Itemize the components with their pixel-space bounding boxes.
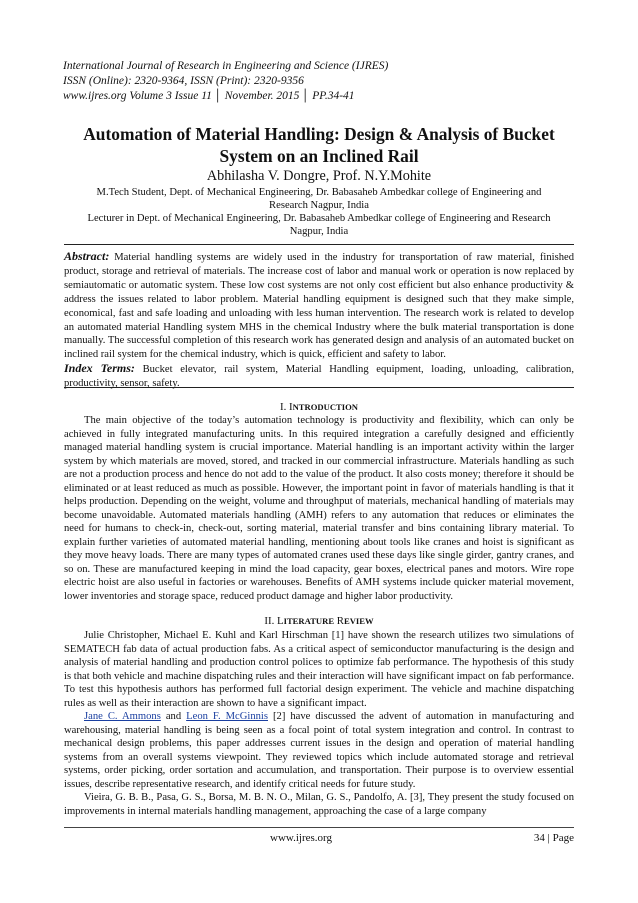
literature-paragraph-2 [64,710,574,791]
abstract-block [64,250,574,391]
index-terms-label: Index Terms: [64,361,135,376]
section-heading-introduction [64,401,574,413]
section-rest: NTRODUCTION [292,402,359,412]
section-rest: ITERATURE [283,616,335,626]
abstract [64,250,574,362]
page-number: 34 | Page [533,832,574,844]
section-heading-literature-review [64,615,574,627]
section-number: I. [279,401,287,413]
journal-name: International Journal of Research in Engineering and Science (IJRES) [63,60,389,72]
abstract-text: Material handling systems are widely used in the industry for transportation of raw material, finished product, storage and retrieval of materials. The increase cost of labor and manual work or operation is now replaced by semiautomatic or automatic system. These low cost systems are not only cost efficient but also enhance productivity & address the issues related to labor problem. Material handling equipment is designed such that they make simple, economical, fast and safe loading and unloading with less human intervention. The research work is related to develop an automated material Handling system MHS in the chemical Industry where the bulk material transportation is done manually. The successful completion of this research work has generated design and analysis of an automated bucket on inclined rail system for the chemical industry, which is quick, efficient and safety to labor. [64,252,574,361]
footer-url: www.ijres.org [270,832,333,844]
introduction-paragraph: The main objective of the today’s automation technology is productivity and flexibility, which can only be achieved in fully integrated manufacturing units. In this required integration a carefully designed and efficiently managed material handling system is crucial importance. Material handling is an important activity within the larger system by which materials are moved, stored, and tracked in our commercial infrastructure. Materials handling as such are not a production process and hence do not add to the value of the product. It also costs money; therefore it should be eliminated or at least reduced as much as possible. However, the important point in favor of materials handling is that it helps production. Depending on the weight, volume and throughput of materials, mechanical handling of materials may become unavoidable. Automated materials handling (AMH) refers to any automation that reduces or eliminates the need for humans to check-in, check-out, sorting material, material transfer and bins containing library material. To explain further varieties of automated material handling, mentioning about tools like cranes and hoist is significant as they move heavy loads. There are many types of automated cranes used these days like single girder, gantry cranes, and so on. These are manufactured keeping in mind the load capacity, gear boxes, electrical panes and motors. Wire rope electric hoist are also useful in factories or warehouses. Benefits of AMH systems include quicker material movement, lower inventories and storage space, reduced product damage and higher labor productivity. [64,415,574,602]
affiliation-2-line2: Nagpur, India [289,226,349,238]
journal-header [63,59,583,104]
abstract-label: Abstract: [64,249,110,263]
paper-authors: Abhilasha V. Dongre, Prof. N.Y.Mohite [206,168,432,184]
section-number: II. [264,615,275,627]
paper-title [40,124,598,167]
section-rest: EVIEW [343,616,374,626]
affiliation-2-line1: Lecturer in Dept. of Mechanical Engineering, Dr. Babasaheb Ambedkar college of Engineering and Research [87,213,551,224]
journal-issn: ISSN (Online): 2320-9364, ISSN (Print): 2320-9356 [63,75,304,87]
affiliation-1 [48,186,590,213]
affiliation-2 [48,212,590,239]
affiliation-1-line2: Research Nagpur, India [269,200,369,212]
literature-review-body [64,629,574,818]
divider-bottom [64,387,574,388]
author-link-mcginnis[interactable]: Leon F. McGinnis [186,711,268,722]
index-terms-text: Bucket elevator, rail system, Material Handling equipment, loading, unloading, calibration, productivity, sensor, safety. [64,364,574,390]
section-initial: L [277,615,284,627]
journal-volume: www.ijres.org Volume 3 Issue 11 │ November. 2015 │ PP.34-41 [63,90,355,102]
footer-divider [64,827,574,828]
author-link-ammons[interactable]: Jane C. Ammons [84,711,161,722]
introduction-body [64,414,574,603]
paragraph-text: [2] have discussed the advent of automation in manufacturing and warehousing, material handling is being seen as a focal point of total system integration and control. In contrast to mechanical design problems, this paper addresses current issues in the design and operation of material handling systems from an overall systems viewpoint. They reviewed topics which include automated storage and retrieval systems, order picking, order sortation and accumulation, and transportation. Their purpose is to overview essential issues, describe representative research, and identify critical needs for future study. [64,711,574,790]
paper-title-line2: System on an Inclined Rail [219,145,419,166]
affiliation-1-line1: M.Tech Student, Dept. of Mechanical Engineering, Dr. Babasaheb Ambedkar college of Engineering and [96,187,542,198]
divider-top [64,244,574,245]
literature-paragraph-3: Vieira, G. B. B., Pasa, G. S., Borsa, M. B. N. O., Milan, G. S., Pandolfo, A. [3], They present the study focused on improvements in internal materials handling management, approaching the case of a large company [64,792,574,817]
paper-title-line1: Automation of Material Handling: Design & Analysis of Bucket [83,124,555,144]
literature-paragraph-1: Julie Christopher, Michael E. Kuhl and Karl Hirschman [1] have shown the research utilizes two simulations of SEMATECH fab data of actual production fabs. As a critical aspect of semiconductor manufacturing is the design and analysis of material handling and production control polices to optimize fab performance. The hypothesis of this study is that both vehicle and machine dispatching rules and their interaction will have significant impact on fab performance. To test this hypothesis authors has performed full factorial design experiment. The vehicle and machine dispatching rules as well as their interaction are shown to have a significant impact. [64,630,574,709]
paragraph-text: and [160,711,187,722]
section-initial: I [288,401,293,413]
section-initial: R [336,615,344,627]
